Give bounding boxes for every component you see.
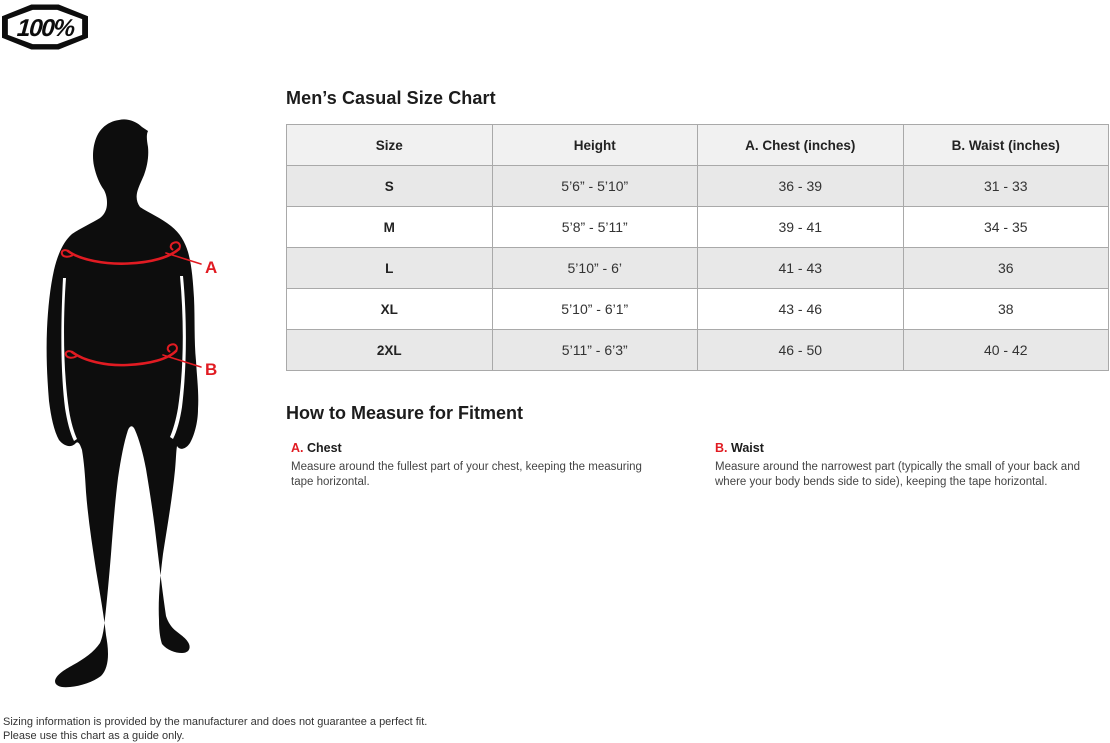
measure-item-waist xyxy=(715,441,1105,490)
male-silhouette-figure xyxy=(0,0,240,700)
waist-value: 31 - 33 xyxy=(903,166,1109,207)
measure-description-waist: Measure around the narrowest part (typically the small of your back and where your body bends side to side), keeping the tape horizontal. xyxy=(715,461,1080,488)
waist-value: 40 - 42 xyxy=(903,330,1109,371)
column-header-height: Height xyxy=(492,125,698,166)
logo-text: 100% xyxy=(16,14,75,42)
column-header-waist: B. Waist (inches) xyxy=(903,125,1109,166)
height-value: 5’8” - 5’11” xyxy=(492,207,698,248)
male-silhouette xyxy=(47,119,199,687)
column-header-size: Size xyxy=(287,125,493,166)
waist-value: 36 xyxy=(903,248,1109,289)
table-row xyxy=(287,248,1109,289)
size-value: S xyxy=(287,166,493,207)
measure-item-waist-heading xyxy=(715,441,1105,455)
chest-value: 36 - 39 xyxy=(698,166,904,207)
table-header-row xyxy=(287,125,1109,166)
height-value: 5’6” - 5’10” xyxy=(492,166,698,207)
chest-value: 43 - 46 xyxy=(698,289,904,330)
size-value: 2XL xyxy=(287,330,493,371)
height-value: 5’11” - 6’3” xyxy=(492,330,698,371)
measure-section-title: How to Measure for Fitment xyxy=(286,403,524,423)
disclaimer-line-1: Sizing information is provided by the manufacturer and does not guarantee a perfect fit. xyxy=(3,716,428,728)
size-value: XL xyxy=(287,289,493,330)
measure-letter-b: B. xyxy=(715,441,728,455)
measure-description-chest: Measure around the fullest part of your chest, keeping the measuring tape horizontal. xyxy=(291,461,642,488)
size-value: M xyxy=(287,207,493,248)
measure-letter-a: A. xyxy=(291,441,304,455)
waist-value: 38 xyxy=(903,289,1109,330)
waist-value: 34 - 35 xyxy=(903,207,1109,248)
measure-name-chest: Chest xyxy=(306,441,342,455)
waist-label-b: B xyxy=(205,360,218,379)
page-title: Men’s Casual Size Chart xyxy=(286,88,496,108)
chest-value: 39 - 41 xyxy=(698,207,904,248)
column-header-chest: A. Chest (inches) xyxy=(698,125,904,166)
table-row xyxy=(287,289,1109,330)
measure-columns xyxy=(286,441,1109,490)
size-chart-table xyxy=(286,124,1109,371)
disclaimer-line-2: Please use this chart as a guide only. xyxy=(3,730,185,742)
measure-item-chest-heading xyxy=(291,441,665,455)
measure-name-waist: Waist xyxy=(730,441,764,455)
measure-item-chest xyxy=(291,441,665,490)
table-row xyxy=(287,166,1109,207)
chest-label-a: A xyxy=(205,258,218,277)
table-row xyxy=(287,330,1109,371)
height-value: 5’10” - 6’1” xyxy=(492,289,698,330)
table-row xyxy=(287,207,1109,248)
height-value: 5’10” - 6’ xyxy=(492,248,698,289)
main-content xyxy=(286,88,1109,490)
chest-value: 46 - 50 xyxy=(698,330,904,371)
size-value: L xyxy=(287,248,493,289)
chest-value: 41 - 43 xyxy=(698,248,904,289)
disclaimer xyxy=(3,715,427,743)
